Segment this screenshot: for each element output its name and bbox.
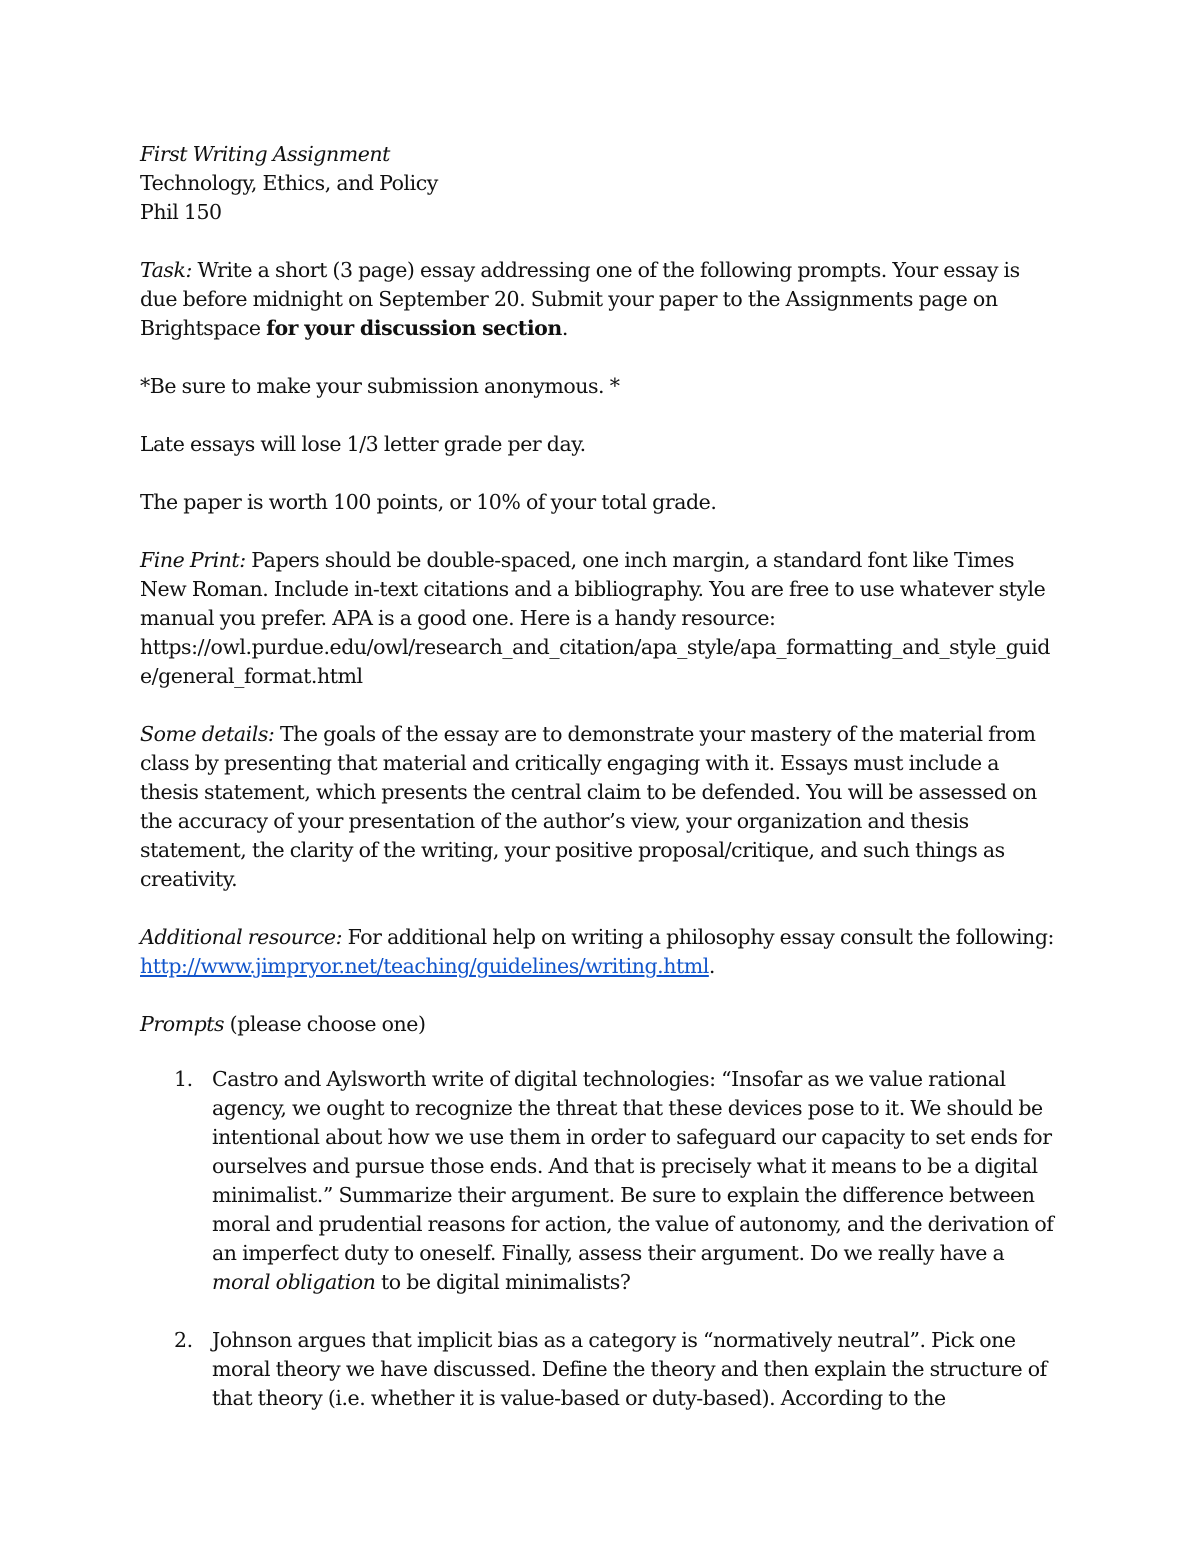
additional-paragraph [140,923,1060,981]
prompt-end: to be digital minimalists? [375,1270,631,1294]
additional-label: Additional resource: [140,925,343,949]
task-end: . [561,316,568,340]
task-bold: for your discussion section [266,316,562,340]
task-text: Write a short (3 page) essay addressing one of the following prompts. Your essay is due before midnight on September 20. Submit your paper to the Assignments page on Brightspace [140,258,1020,340]
details-label: Some details: [140,722,275,746]
course-name: Technology, Ethics, and Policy [140,171,438,195]
prompt-text: Castro and Aylsworth write of digital technologies: “Insofar as we value rational agency, we ought to recognize the threat that these devices pose to it. We should be intentional about how we use them in order to safeguard our capacity to set ends for ourselves and pursue those ends. And that is precisely what it means to be a digital minimalist.” Summarize their argument. Be sure to explain the difference between moral and prudential reasons for action, the value of autonomy, and the derivation of an imperfect duty to oneself. Finally, assess their argument. Do we really have a [212,1067,1054,1265]
additional-end: . [708,954,715,978]
prompt-emphasis: moral obligation [212,1270,376,1294]
course-code: Phil 150 [140,200,222,224]
late-policy: Late essays will lose 1/3 letter grade per day. [140,432,586,456]
prompts-list [140,1065,1060,1413]
prompts-heading [140,1010,1060,1039]
document-body [140,140,1060,1442]
fine-print-text: Papers should be double-spaced, one inch margin, a standard font like Times New Roman. Include in-text citations and a bibliography. You are free to use whatever style manual you prefer. APA is a good one. Here is a handy resource: [140,548,1046,630]
document-header [140,140,1060,227]
prompts-heading-text: (please choose one) [224,1012,426,1036]
fine-print-url: https://owl.purdue.edu/owl/research_and_citation/apa_style/apa_formatting_and_style_guide/general_format.html [140,635,1050,688]
list-item [140,1326,1060,1413]
prompt-text: Johnson argues that implicit bias as a category is “normatively neutral”. Pick one moral theory we have discussed. Define the theory and then explain the structure of that theory (i.e. whether it is value-based or duty-based). According to the [212,1328,1047,1410]
anonymous-note: *Be sure to make your submission anonymous. * [140,374,620,398]
prompt-number: 2. [174,1328,193,1352]
prompt-number: 1. [174,1067,193,1091]
list-item [140,1065,1060,1297]
details-text: The goals of the essay are to demonstrate your mastery of the material from class by presenting that material and critically engaging with it. Essays must include a thesis statement, which presents the central claim to be defended. You will be assessed on the accuracy of your presentation of the author’s view, your organization and thesis statement, the clarity of the writing, your positive proposal/critique, and such things as creativity. [140,722,1037,891]
task-paragraph [140,256,1060,343]
fine-print-paragraph [140,546,1060,691]
writing-guidelines-link[interactable]: http://www.jimpryor.net/teaching/guidelines/writing.html [140,954,709,978]
prompts-label: Prompts [140,1012,225,1036]
fine-print-label: Fine Print: [140,548,246,572]
details-paragraph [140,720,1060,894]
grade-worth: The paper is worth 100 points, or 10% of your total grade. [140,490,717,514]
task-label: Task: [140,258,192,282]
additional-text: For additional help on writing a philosophy essay consult the following: [342,925,1054,949]
assignment-title: First Writing Assignment [140,142,390,166]
